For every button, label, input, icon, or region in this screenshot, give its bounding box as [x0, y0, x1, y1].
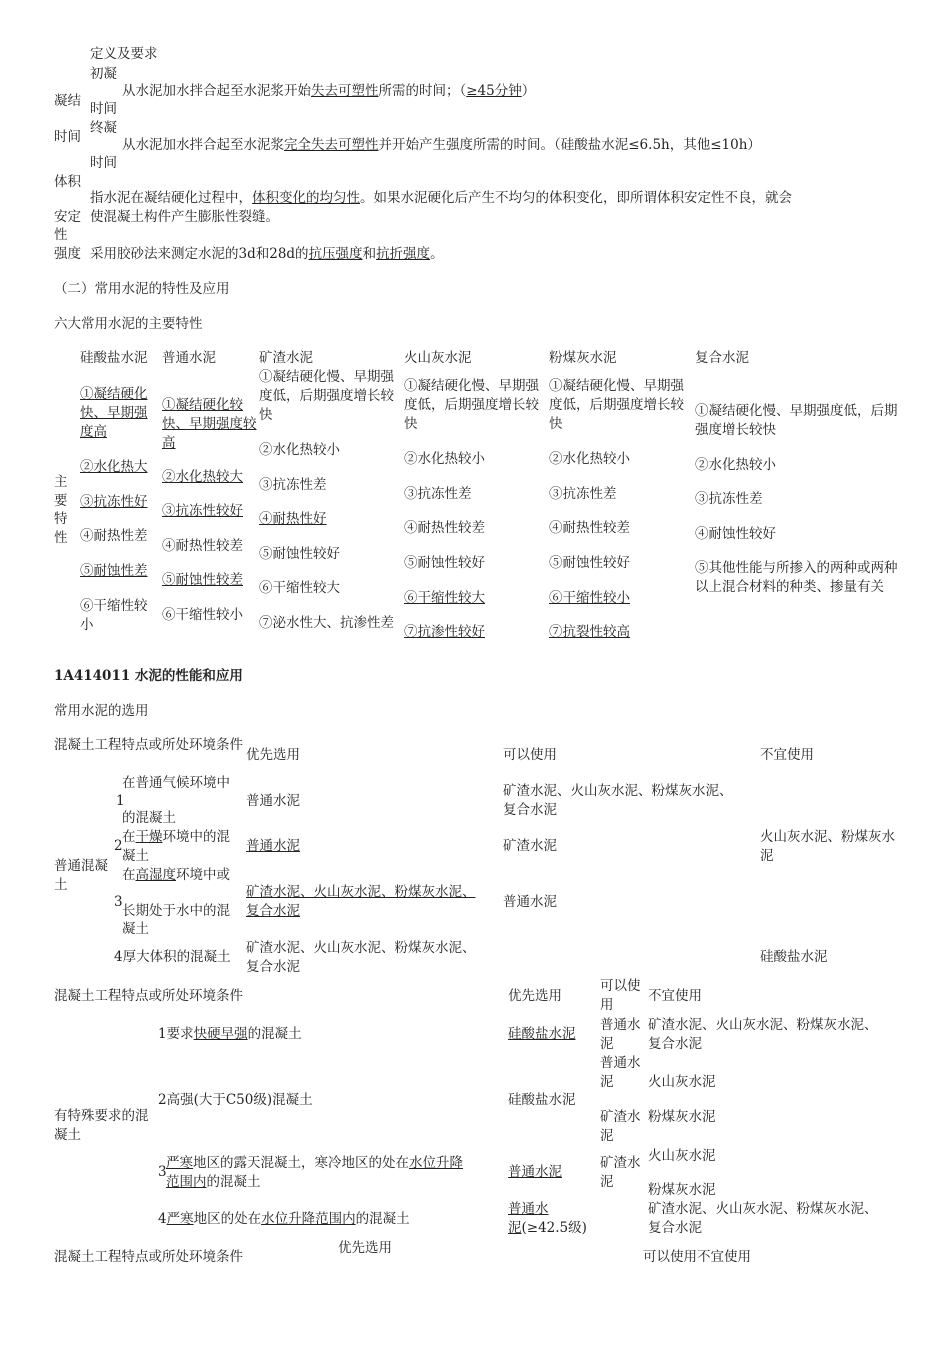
- props-header-5: 粉煤灰水泥: [549, 350, 617, 366]
- props-header-4: 火山灰水泥: [404, 350, 472, 366]
- props-c4-1: ①凝结硬化慢、早期强度低，后期强度增长较快: [404, 378, 539, 432]
- t1-r4: 4厚大体积的混凝土: [114, 949, 231, 965]
- t2-r2-no1: 火山灰水泥: [648, 1074, 716, 1090]
- t1-header-ok: 可以使用: [503, 747, 557, 763]
- t3-header-cond: 混凝土工程特点或所处环境条件: [54, 1249, 243, 1265]
- t1-header-cond: 混凝土工程特点或所处环境条件: [54, 737, 243, 753]
- t1-header-pref: 优先选用: [246, 747, 300, 763]
- t1-r3-c: 凝土: [122, 921, 149, 937]
- props-c2-2: ②水化热较大: [162, 469, 243, 485]
- t1-r1-ok: 矿渣水泥、火山灰水泥、粉煤灰水泥、复合水泥: [503, 783, 733, 818]
- props-c2-6: ⑥干缩性较小: [162, 607, 243, 623]
- props-c3-1: ①凝结硬化慢、早期强度低，后期强度增长较快: [259, 369, 394, 423]
- t1-r2-no: 火山灰水泥、粉煤灰水泥: [760, 829, 895, 864]
- t2-r1-ok: 普通水泥: [600, 1017, 641, 1052]
- t2-r2-pref: 硅酸盐水泥: [508, 1092, 576, 1108]
- t2-header-cond: 混凝土工程特点或所处环境条件: [54, 988, 243, 1004]
- anding-label: 安定: [54, 209, 81, 225]
- props-c4-2: ②水化热较小: [404, 451, 485, 467]
- t2-r3-no1: 火山灰水泥: [648, 1148, 716, 1164]
- t2-r1-no: 矿渣水泥、火山灰水泥、粉煤灰水泥、复合水泥: [648, 1017, 878, 1052]
- six-title: 六大常用水泥的主要特性: [54, 316, 203, 332]
- props-c1-3: ③抗冻性好: [80, 494, 148, 510]
- props-c4-5: ⑤耐蚀性较好: [404, 555, 485, 571]
- section2-title: （二）常用水泥的特性及应用: [54, 281, 230, 297]
- t1-r3-num: 3: [114, 894, 123, 910]
- t2-r2: 2高强(大于C50级)混凝土: [158, 1092, 313, 1108]
- t2-r3-ok: 矿渣水泥: [600, 1155, 641, 1190]
- t2-r2-ok2: 矿渣水泥: [600, 1109, 641, 1144]
- props-header-6: 复合水泥: [695, 350, 749, 366]
- t2-r3-line1: 严寒地区的露天混凝土，寒冷地区的处在水位升降: [166, 1155, 463, 1171]
- tiji-label: 体积: [54, 174, 81, 190]
- props-side-2: 要: [54, 493, 68, 509]
- t2-header-pref: 优先选用: [508, 988, 562, 1004]
- t1-header-no: 不宜使用: [760, 747, 814, 763]
- props-c5-5: ⑤耐蚀性较好: [549, 555, 630, 571]
- props-header-2: 普通水泥: [162, 350, 216, 366]
- t1-r1-pref: 普通水泥: [246, 793, 300, 809]
- props-c3-5: ⑤耐蚀性较好: [259, 546, 340, 562]
- t2-header-no: 不宜使用: [648, 988, 702, 1004]
- t1-group: 普通混凝土: [54, 858, 108, 893]
- props-c3-7: ⑦泌水性大、抗渗性差: [259, 615, 394, 631]
- props-c5-4: ④耐热性较差: [549, 520, 630, 536]
- props-c2-5: ⑤耐蚀性较差: [162, 572, 243, 588]
- t1-r2-a: 在干燥环境中的混: [122, 829, 230, 845]
- t2-r4-no: 矿渣水泥、火山灰水泥、粉煤灰水泥、复合水泥: [648, 1201, 878, 1236]
- t2-r2-no2: 粉煤灰水泥: [648, 1109, 716, 1125]
- selection-title: 常用水泥的选用: [54, 703, 149, 719]
- t2-r3-no2: 粉煤灰水泥: [648, 1182, 716, 1198]
- props-c3-4: ④耐热性好: [259, 511, 327, 527]
- props-c3-6: ⑥干缩性较大: [259, 580, 340, 596]
- shijian-label: 时间: [54, 129, 81, 145]
- props-c6-2: ②水化热较小: [695, 457, 776, 473]
- t2-r4-pref-2: 泥(≥42.5级): [508, 1220, 587, 1236]
- props-side-4: 性: [54, 530, 68, 546]
- t3-header-ok-no: 可以使用不宜使用: [643, 1249, 751, 1265]
- props-c2-1: ①凝结硬化较快、早期强度较高: [162, 397, 257, 451]
- zhongning-label: 终凝: [90, 120, 117, 136]
- t2-header-ok: 可以使用: [600, 978, 641, 1013]
- props-side-3: 特: [54, 511, 68, 527]
- t2-r1-pref: 硅酸盐水泥: [508, 1026, 576, 1042]
- props-c1-4: ④耐热性差: [80, 528, 148, 544]
- zhongning-shijian: 时间: [90, 155, 117, 171]
- t1-r2-b: 凝土: [122, 848, 149, 864]
- t1-r3-pref: 矿渣水泥、火山灰水泥、粉煤灰水泥、复合水泥: [246, 884, 476, 919]
- heading-1a414011: 1A414011 水泥的性能和应用: [54, 668, 243, 684]
- t1-r4-pref: 矿渣水泥、火山灰水泥、粉煤灰水泥、复合水泥: [246, 940, 476, 975]
- t1-r1-a: 在普通气候环境中: [122, 775, 230, 791]
- t2-r2-ok1: 普通水泥: [600, 1055, 641, 1090]
- props-c6-1: ①凝结硬化慢、早期强度低，后期强度增长较快: [695, 403, 898, 438]
- t1-r1-b: 的混凝土: [122, 810, 176, 826]
- props-c3-2: ②水化热较小: [259, 442, 340, 458]
- chuning-shijian: 时间: [90, 101, 117, 117]
- props-c1-2: ②水化热大: [80, 459, 148, 475]
- props-c2-3: ③抗冻性较好: [162, 503, 243, 519]
- t3-header-pref: 优先选用: [338, 1240, 392, 1256]
- t1-r2-pref: 普通水泥: [246, 838, 300, 854]
- t2-r3-num: 3: [158, 1164, 167, 1180]
- t2-r4: 4严寒地区的处在水位升降范围内的混凝土: [158, 1211, 410, 1227]
- t1-r3-ok: 普通水泥: [503, 894, 557, 910]
- t2-r3-pref: 普通水泥: [508, 1164, 562, 1180]
- t1-r3-a: 在高湿度环境中或: [122, 867, 230, 883]
- ningjie-label: 凝结: [54, 93, 81, 109]
- t2-r4-pref-1: 普通水: [508, 1201, 549, 1217]
- props-c4-3: ③抗冻性差: [404, 486, 472, 502]
- props-c6-3: ③抗冻性差: [695, 491, 763, 507]
- t1-r3-b: 长期处于水中的混: [122, 903, 230, 919]
- props-header-3: 矿渣水泥: [259, 350, 313, 366]
- t1-r2-num: 2: [114, 838, 123, 854]
- tiji-line2: 使混凝土构件产生膨胀性裂缝。: [90, 209, 279, 225]
- t1-r4-no: 硅酸盐水泥: [760, 949, 828, 965]
- props-side-1: 主: [54, 474, 68, 490]
- props-c5-6: ⑥干缩性较小: [549, 590, 630, 606]
- zhongning-text: 从水泥加水拌合起至水泥浆完全失去可塑性并开始产生强度所需的时间。（硅酸盐水泥≤6.5h，其他≤10h）: [122, 137, 761, 153]
- def-header: 定义及要求: [90, 46, 158, 62]
- qiangdu-text: 采用胶砂法来测定水泥的3d和28d的抗压强度和抗折强度。: [90, 246, 444, 262]
- t2-r1: 1要求快硬早强的混凝土: [158, 1026, 302, 1042]
- qiangdu-label: 强度: [54, 246, 81, 262]
- props-c1-5: ⑤耐蚀性差: [80, 563, 148, 579]
- props-c1-1: ①凝结硬化快、早期强度高: [80, 386, 148, 440]
- t2-group: 有特殊要求的混凝土: [54, 1108, 149, 1143]
- chuning-text: 从水泥加水拌合起至水泥浆开始失去可塑性所需的时间；（≥45分钟）: [122, 83, 536, 99]
- props-c5-3: ③抗冻性差: [549, 486, 617, 502]
- props-c5-2: ②水化热较小: [549, 451, 630, 467]
- t1-r1-num: 1: [116, 793, 125, 809]
- tiji-text: 指水泥在凝结硬化过程中，体积变化的均匀性。如果水泥硬化后产生不均匀的体积变化，即所谓体积安定性不良，就会: [90, 190, 792, 206]
- props-c5-1: ①凝结硬化慢、早期强度低，后期强度增长较快: [549, 378, 684, 432]
- props-c6-4: ④耐蚀性较好: [695, 526, 776, 542]
- props-c2-4: ④耐热性较差: [162, 538, 243, 554]
- props-c6-5: ⑤其他性能与所掺入的两种或两种以上混合材料的种类、掺量有关: [695, 560, 898, 595]
- props-c4-7: ⑦抗渗性较好: [404, 624, 485, 640]
- props-c4-6: ⑥干缩性较大: [404, 590, 485, 606]
- props-c1-6: ⑥干缩性较小: [80, 598, 148, 633]
- props-c5-7: ⑦抗裂性较高: [549, 624, 630, 640]
- props-header-1: 硅酸盐水泥: [80, 350, 148, 366]
- xing-label: 性: [54, 227, 68, 243]
- props-c4-4: ④耐热性较差: [404, 520, 485, 536]
- t1-r2-ok: 矿渣水泥: [503, 838, 557, 854]
- props-c3-3: ③抗冻性差: [259, 477, 327, 493]
- t2-r3-line2: 范围内的混凝土: [166, 1174, 261, 1190]
- chuning-label: 初凝: [90, 66, 117, 82]
